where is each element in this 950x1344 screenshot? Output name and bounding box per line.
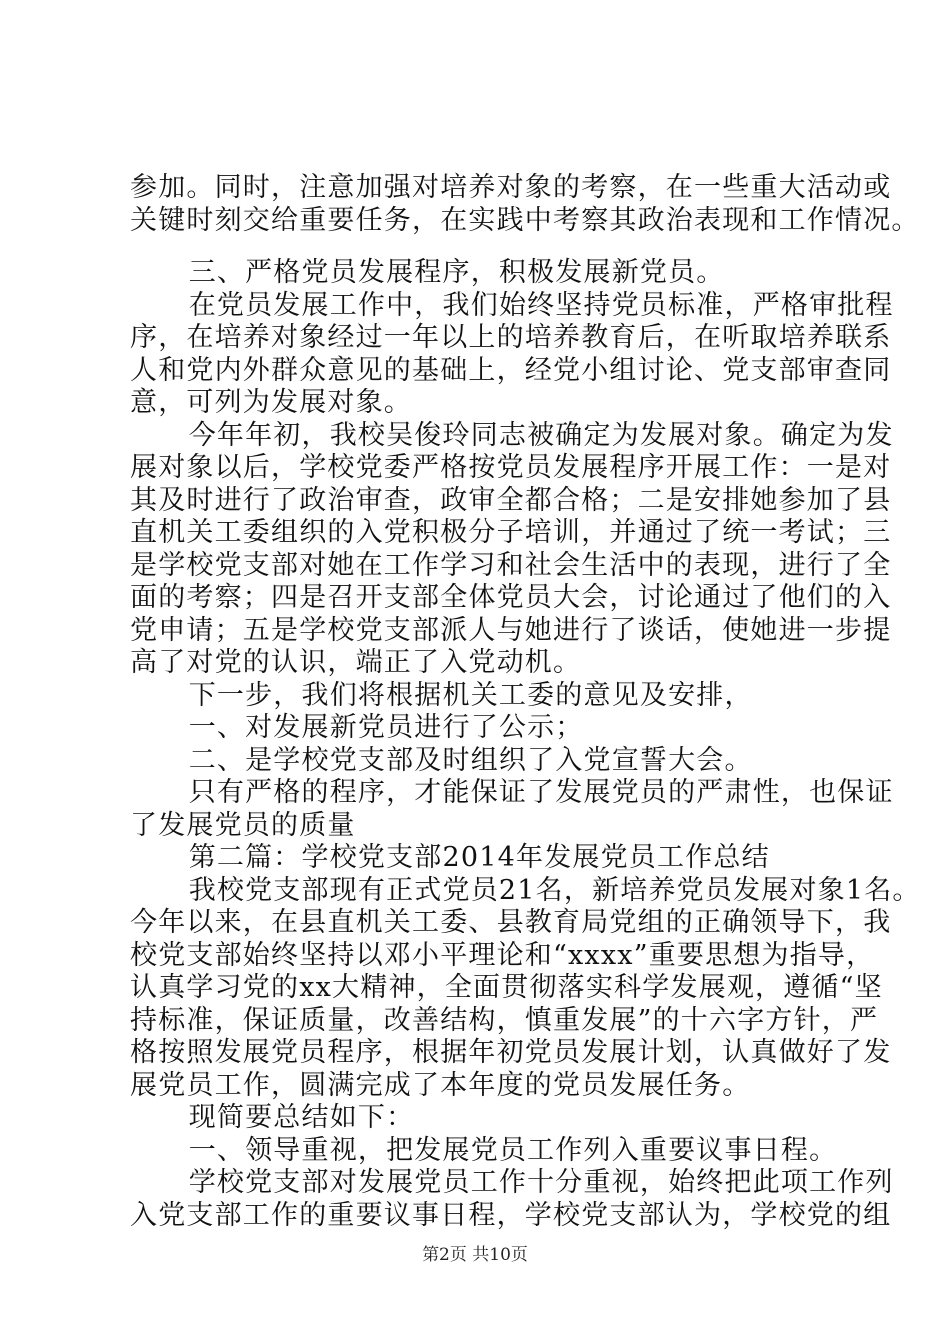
document-body <box>130 172 921 1232</box>
text-line: 学校党支部对发展党员工作十分重视，始终把此项工作列 <box>130 1167 894 1198</box>
text-line: 今年以来，在县直机关工委、县教育局党组的正确领导下，我 <box>130 907 892 938</box>
paragraph-block-1 <box>130 172 920 237</box>
text-line: 参加。同时，注意加强对培养对象的考察，在一些重大活动或 <box>130 172 892 203</box>
text-line: 持标准，保证质量，改善结构，慎重发展”的十六字方针，严 <box>130 1004 879 1036</box>
text-line: 高了对党的认识，端正了入党动机。 <box>130 647 582 678</box>
text-line: 校党支部始终坚持以邓小平理论和“xxxx”重要思想为指导， <box>130 939 875 971</box>
text-line: 直机关工委组织的入党积极分子培训，并通过了统一考试；三 <box>130 517 892 548</box>
text-line: 认真学习党的xx大精神，全面贯彻落实科学发展观，遵循“坚 <box>130 972 883 1003</box>
text-line: 展党员工作，圆满完成了本年度的党员发展任务。 <box>130 1069 751 1101</box>
text-line: 一、领导重视，把发展党员工作列入重要议事日程。 <box>130 1134 838 1166</box>
text-line: 今年年初，我校吴俊玲同志被确定为发展对象。确定为发 <box>130 419 894 451</box>
text-line: 意，可列为发展对象。 <box>130 387 412 418</box>
text-line: 三、严格党员发展程序，积极发展新党员。 <box>130 257 725 288</box>
text-line: 展对象以后，学校党委严格按党员发展程序开展工作：一是对 <box>130 452 892 483</box>
text-line: 只有严格的程序，才能保证了发展党员的严肃性，也保证 <box>130 777 894 808</box>
text-line: 是学校党支部对她在工作学习和社会生活中的表现，进行了全 <box>130 549 892 581</box>
text-line: 关键时刻交给重要任务，在实践中考察其政治表现和工作情况。 <box>130 204 920 236</box>
text-line: 第二篇：学校党支部2014年发展党员工作总结 <box>130 842 770 873</box>
text-line: 了发展党员的质量 <box>130 809 356 841</box>
text-line: 序，在培养对象经过一年以上的培养教育后，在听取培养联系 <box>130 322 892 353</box>
paragraph-gap <box>130 237 840 257</box>
text-line: 入党支部工作的重要议事日程，学校党支部认为，学校党的组 <box>130 1199 892 1231</box>
text-line: 二、是学校党支部及时组织了入党宣誓大会。 <box>130 744 753 776</box>
text-line: 面的考察；四是召开支部全体党员大会，讨论通过了他们的入 <box>130 582 892 613</box>
text-line: 我校党支部现有正式党员21名，新培养党员发展对象1名。 <box>130 874 921 906</box>
text-line: 格按照发展党员程序，根据年初党员发展计划，认真做好了发 <box>130 1037 892 1068</box>
paragraph-block-2 <box>130 257 921 1232</box>
text-line: 人和党内外群众意见的基础上，经党小组讨论、党支部审查同 <box>130 354 892 386</box>
text-line: 其及时进行了政治审查，政审全都合格；二是安排她参加了县 <box>130 484 892 516</box>
text-line: 下一步，我们将根据机关工委的意见及安排， <box>130 679 753 711</box>
text-line: 现简要总结如下： <box>130 1102 415 1133</box>
text-line: 在党员发展工作中，我们始终坚持党员标准，严格审批程 <box>130 289 894 321</box>
text-line: 党申请；五是学校党支部派人与她进行了谈话，使她进一步提 <box>130 614 892 646</box>
text-line: 一、对发展新党员进行了公示； <box>130 712 584 743</box>
page-number-footer: 第2页 共10页 <box>422 1245 528 1265</box>
